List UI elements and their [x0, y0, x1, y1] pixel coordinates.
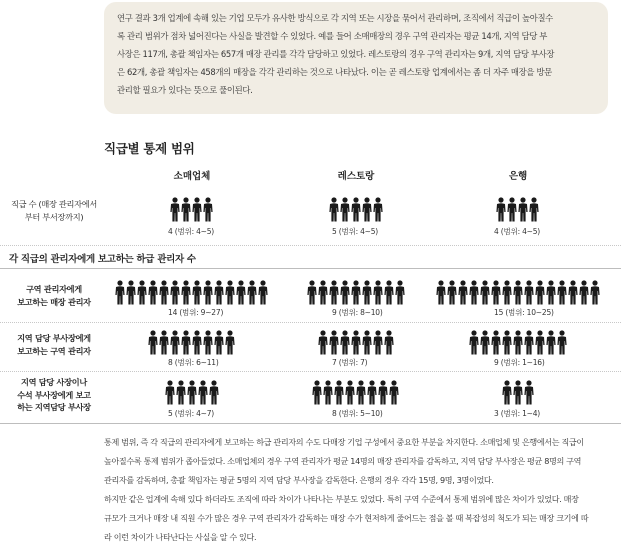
row-label-line: 보고하는 구역 관리자	[17, 345, 91, 356]
person-icon	[546, 330, 556, 355]
person-icon	[447, 280, 457, 305]
person-icon	[258, 280, 268, 305]
divider	[0, 245, 621, 246]
person-icon	[329, 280, 339, 305]
person-icon	[389, 380, 399, 405]
person-icon	[126, 280, 136, 305]
person-icon	[529, 197, 539, 222]
person-icon	[356, 380, 366, 405]
person-icon	[159, 330, 169, 355]
person-icon	[170, 197, 180, 222]
person-icon-group	[307, 280, 406, 305]
count-caption: 5 (범위: 4~5)	[332, 227, 379, 236]
count-caption: 4 (범위: 4~5)	[168, 227, 215, 236]
person-icon	[436, 280, 446, 305]
person-icon-group	[496, 197, 540, 222]
row-label-line: 지역 담당 부사장에게	[17, 333, 91, 343]
person-icon	[367, 380, 377, 405]
person-icon	[524, 280, 534, 305]
row-label-line: 수석 부사장에게 보고	[17, 389, 91, 400]
person-icon	[148, 330, 158, 355]
person-icon	[307, 280, 317, 305]
row-label-line: 지역 담당 사장이나	[21, 377, 87, 387]
row-label	[4, 198, 104, 223]
person-icon	[340, 280, 350, 305]
body-text	[104, 433, 614, 547]
person-icon	[351, 280, 361, 305]
body-line: 통제 범위, 즉 각 직급의 관리자에게 보고하는 하급 관리자의 수도 다매장 기업 구성에서 중요한 부분을 차지한다. 소매업체 및 은행에서는 직급이	[104, 437, 584, 447]
person-icon	[524, 380, 534, 405]
person-icon	[115, 280, 125, 305]
count-caption: 14 (범위: 9~27)	[168, 308, 224, 317]
person-icon	[557, 330, 567, 355]
person-icon	[351, 330, 361, 355]
person-icon	[458, 280, 468, 305]
person-icon	[334, 380, 344, 405]
person-icon	[395, 280, 405, 305]
person-icon	[225, 330, 235, 355]
person-icon	[480, 330, 490, 355]
person-icon	[236, 280, 246, 305]
person-icon-group	[312, 380, 400, 405]
person-icon	[384, 280, 394, 305]
person-icon	[312, 380, 322, 405]
person-icon	[176, 380, 186, 405]
person-icon	[198, 380, 208, 405]
person-icon	[513, 280, 523, 305]
person-icon	[192, 280, 202, 305]
person-icon	[203, 330, 213, 355]
intro-line: 은 62개, 총괄 책임자는 458개의 매장을 각각 관리하는 것으로 나타났다. 이는 곧 레스토랑 업계에서는 좀 더 자주 매장을 방문	[117, 67, 552, 77]
body-line: 규모가 크거나 매장 내 직원 수가 많은 경우 구역 관리자가 감독하는 매장 수가 현저하게 줄어드는 점을 볼 때 복잡성의 척도가 되는 매장 크기에 따	[104, 513, 589, 523]
section-title: 각 직급의 관리자에게 보고하는 하급 관리자 수	[9, 254, 196, 265]
person-icon	[535, 330, 545, 355]
person-icon	[137, 280, 147, 305]
person-icon	[469, 330, 479, 355]
person-icon	[340, 197, 350, 222]
intro-line: 관리할 필요가 있다는 뜻으로 풀이된다.	[117, 85, 253, 95]
person-icon	[362, 197, 372, 222]
divider	[0, 322, 621, 323]
count-caption: 15 (범위: 10~25)	[494, 308, 554, 317]
person-icon	[203, 197, 213, 222]
person-icon	[192, 197, 202, 222]
body-line: 높아질수록 통제 범위가 좁아들었다. 소매업체의 경우 구역 관리자가 평균 14명의 매장 관리자를 감독하고, 지역 담당 부사장은 평균 8명의 구역	[104, 456, 582, 466]
column-header-retail: 소매업체	[173, 171, 211, 182]
person-icon-group	[115, 280, 269, 305]
person-icon-group	[148, 330, 236, 355]
person-icon	[502, 380, 512, 405]
count-caption: 9 (범위: 1~16)	[494, 358, 545, 367]
person-icon-group	[318, 330, 395, 355]
person-icon-group	[502, 380, 535, 405]
person-icon	[535, 280, 545, 305]
intro-line: 연구 결과 3개 업계에 속해 있는 기업 모두가 유사한 방식으로 각 지역 또는 시장을 묶어서 관리하며, 조직에서 직급이 높아질수	[117, 13, 553, 23]
count-caption: 4 (범위: 4~5)	[494, 227, 541, 236]
person-icon	[518, 197, 528, 222]
person-icon	[524, 330, 534, 355]
row-label-line: 하는 지역담당 부사장	[17, 402, 91, 412]
person-icon	[170, 280, 180, 305]
row-label	[4, 332, 104, 357]
person-icon	[496, 197, 506, 222]
column-header-bank: 은행	[508, 171, 528, 182]
person-icon	[148, 280, 158, 305]
person-icon	[378, 380, 388, 405]
person-icon	[329, 197, 339, 222]
person-icon	[513, 380, 523, 405]
row-label-line: 보고하는 매장 관리자	[17, 296, 91, 307]
person-icon	[491, 280, 501, 305]
person-icon	[384, 330, 394, 355]
person-icon	[362, 280, 372, 305]
person-icon	[340, 330, 350, 355]
count-caption: 8 (범위: 5~10)	[332, 409, 383, 418]
person-icon	[507, 197, 517, 222]
column-header-restaurant: 레스토랑	[337, 171, 375, 182]
person-icon	[469, 280, 479, 305]
row-label-line: 부터 부서장까지)	[24, 211, 84, 222]
body-line: 관리자를 감독하며, 총괄 책임자는 평균 5명의 지역 담당 부사장을 감독한다. 은행의 경우 각각 15명, 9명, 3명이었다.	[104, 475, 494, 485]
intro-line: 록 관리 범위가 점차 넓어진다는 사실을 발견할 수 있었다. 예를 들어 소매매장의 경우 구역 관리자는 평균 14개, 지역 담당 부	[117, 31, 548, 41]
person-icon	[214, 280, 224, 305]
person-icon	[351, 197, 361, 222]
divider	[0, 423, 621, 424]
person-icon	[225, 280, 235, 305]
count-caption: 7 (범위: 7)	[332, 358, 368, 367]
person-icon	[546, 280, 556, 305]
chart-title: 직급별 통제 범위	[104, 141, 195, 156]
person-icon	[480, 280, 490, 305]
person-icon-group	[329, 197, 384, 222]
person-icon-group	[469, 330, 568, 355]
person-icon	[373, 330, 383, 355]
person-icon	[590, 280, 600, 305]
person-icon	[181, 197, 191, 222]
person-icon	[373, 197, 383, 222]
person-icon-group	[170, 197, 214, 222]
person-icon	[568, 280, 578, 305]
divider	[0, 371, 621, 372]
person-icon	[329, 330, 339, 355]
person-icon	[491, 330, 501, 355]
body-line: 하지만 같은 업계에 속해 있다 하더라도 조직에 따라 차이가 나타나는 부분도 있었다. 특히 구역 수준에서 통제 범위에 많은 차이가 있었다. 매장	[104, 494, 579, 504]
person-icon	[502, 280, 512, 305]
person-icon	[502, 330, 512, 355]
person-icon	[373, 280, 383, 305]
person-icon	[159, 280, 169, 305]
person-icon	[513, 330, 523, 355]
person-icon-group	[436, 280, 601, 305]
person-icon	[323, 380, 333, 405]
body-line: 라 이런 차이가 나타난다는 사실을 알 수 있다.	[104, 532, 257, 542]
person-icon	[345, 380, 355, 405]
person-icon	[579, 280, 589, 305]
intro-box	[104, 2, 608, 114]
person-icon	[214, 330, 224, 355]
person-icon	[362, 330, 372, 355]
intro-line: 사장은 117개, 총괄 책임자는 657개 매장 관리를 각각 담당하고 있었다. 레스토랑의 경우 구역 관리자는 9개, 지역 담당 부사장	[117, 49, 555, 59]
row-label	[4, 283, 104, 308]
person-icon	[181, 280, 191, 305]
person-icon	[318, 330, 328, 355]
row-label-line: 직급 수 (매장 관리자에서	[11, 199, 97, 209]
row-label	[4, 376, 104, 414]
person-icon	[557, 280, 567, 305]
person-icon	[203, 280, 213, 305]
divider	[0, 268, 621, 269]
person-icon	[165, 380, 175, 405]
row-label-line: 구역 관리자에게	[26, 284, 82, 294]
person-icon-group	[165, 380, 220, 405]
person-icon	[187, 380, 197, 405]
count-caption: 3 (범위: 1~4)	[494, 409, 541, 418]
person-icon	[209, 380, 219, 405]
person-icon	[318, 280, 328, 305]
person-icon	[181, 330, 191, 355]
count-caption: 5 (범위: 4~7)	[168, 409, 215, 418]
person-icon	[247, 280, 257, 305]
count-caption: 9 (범위: 8~10)	[332, 308, 383, 317]
person-icon	[192, 330, 202, 355]
count-caption: 8 (범위: 6~11)	[168, 358, 219, 367]
person-icon	[170, 330, 180, 355]
